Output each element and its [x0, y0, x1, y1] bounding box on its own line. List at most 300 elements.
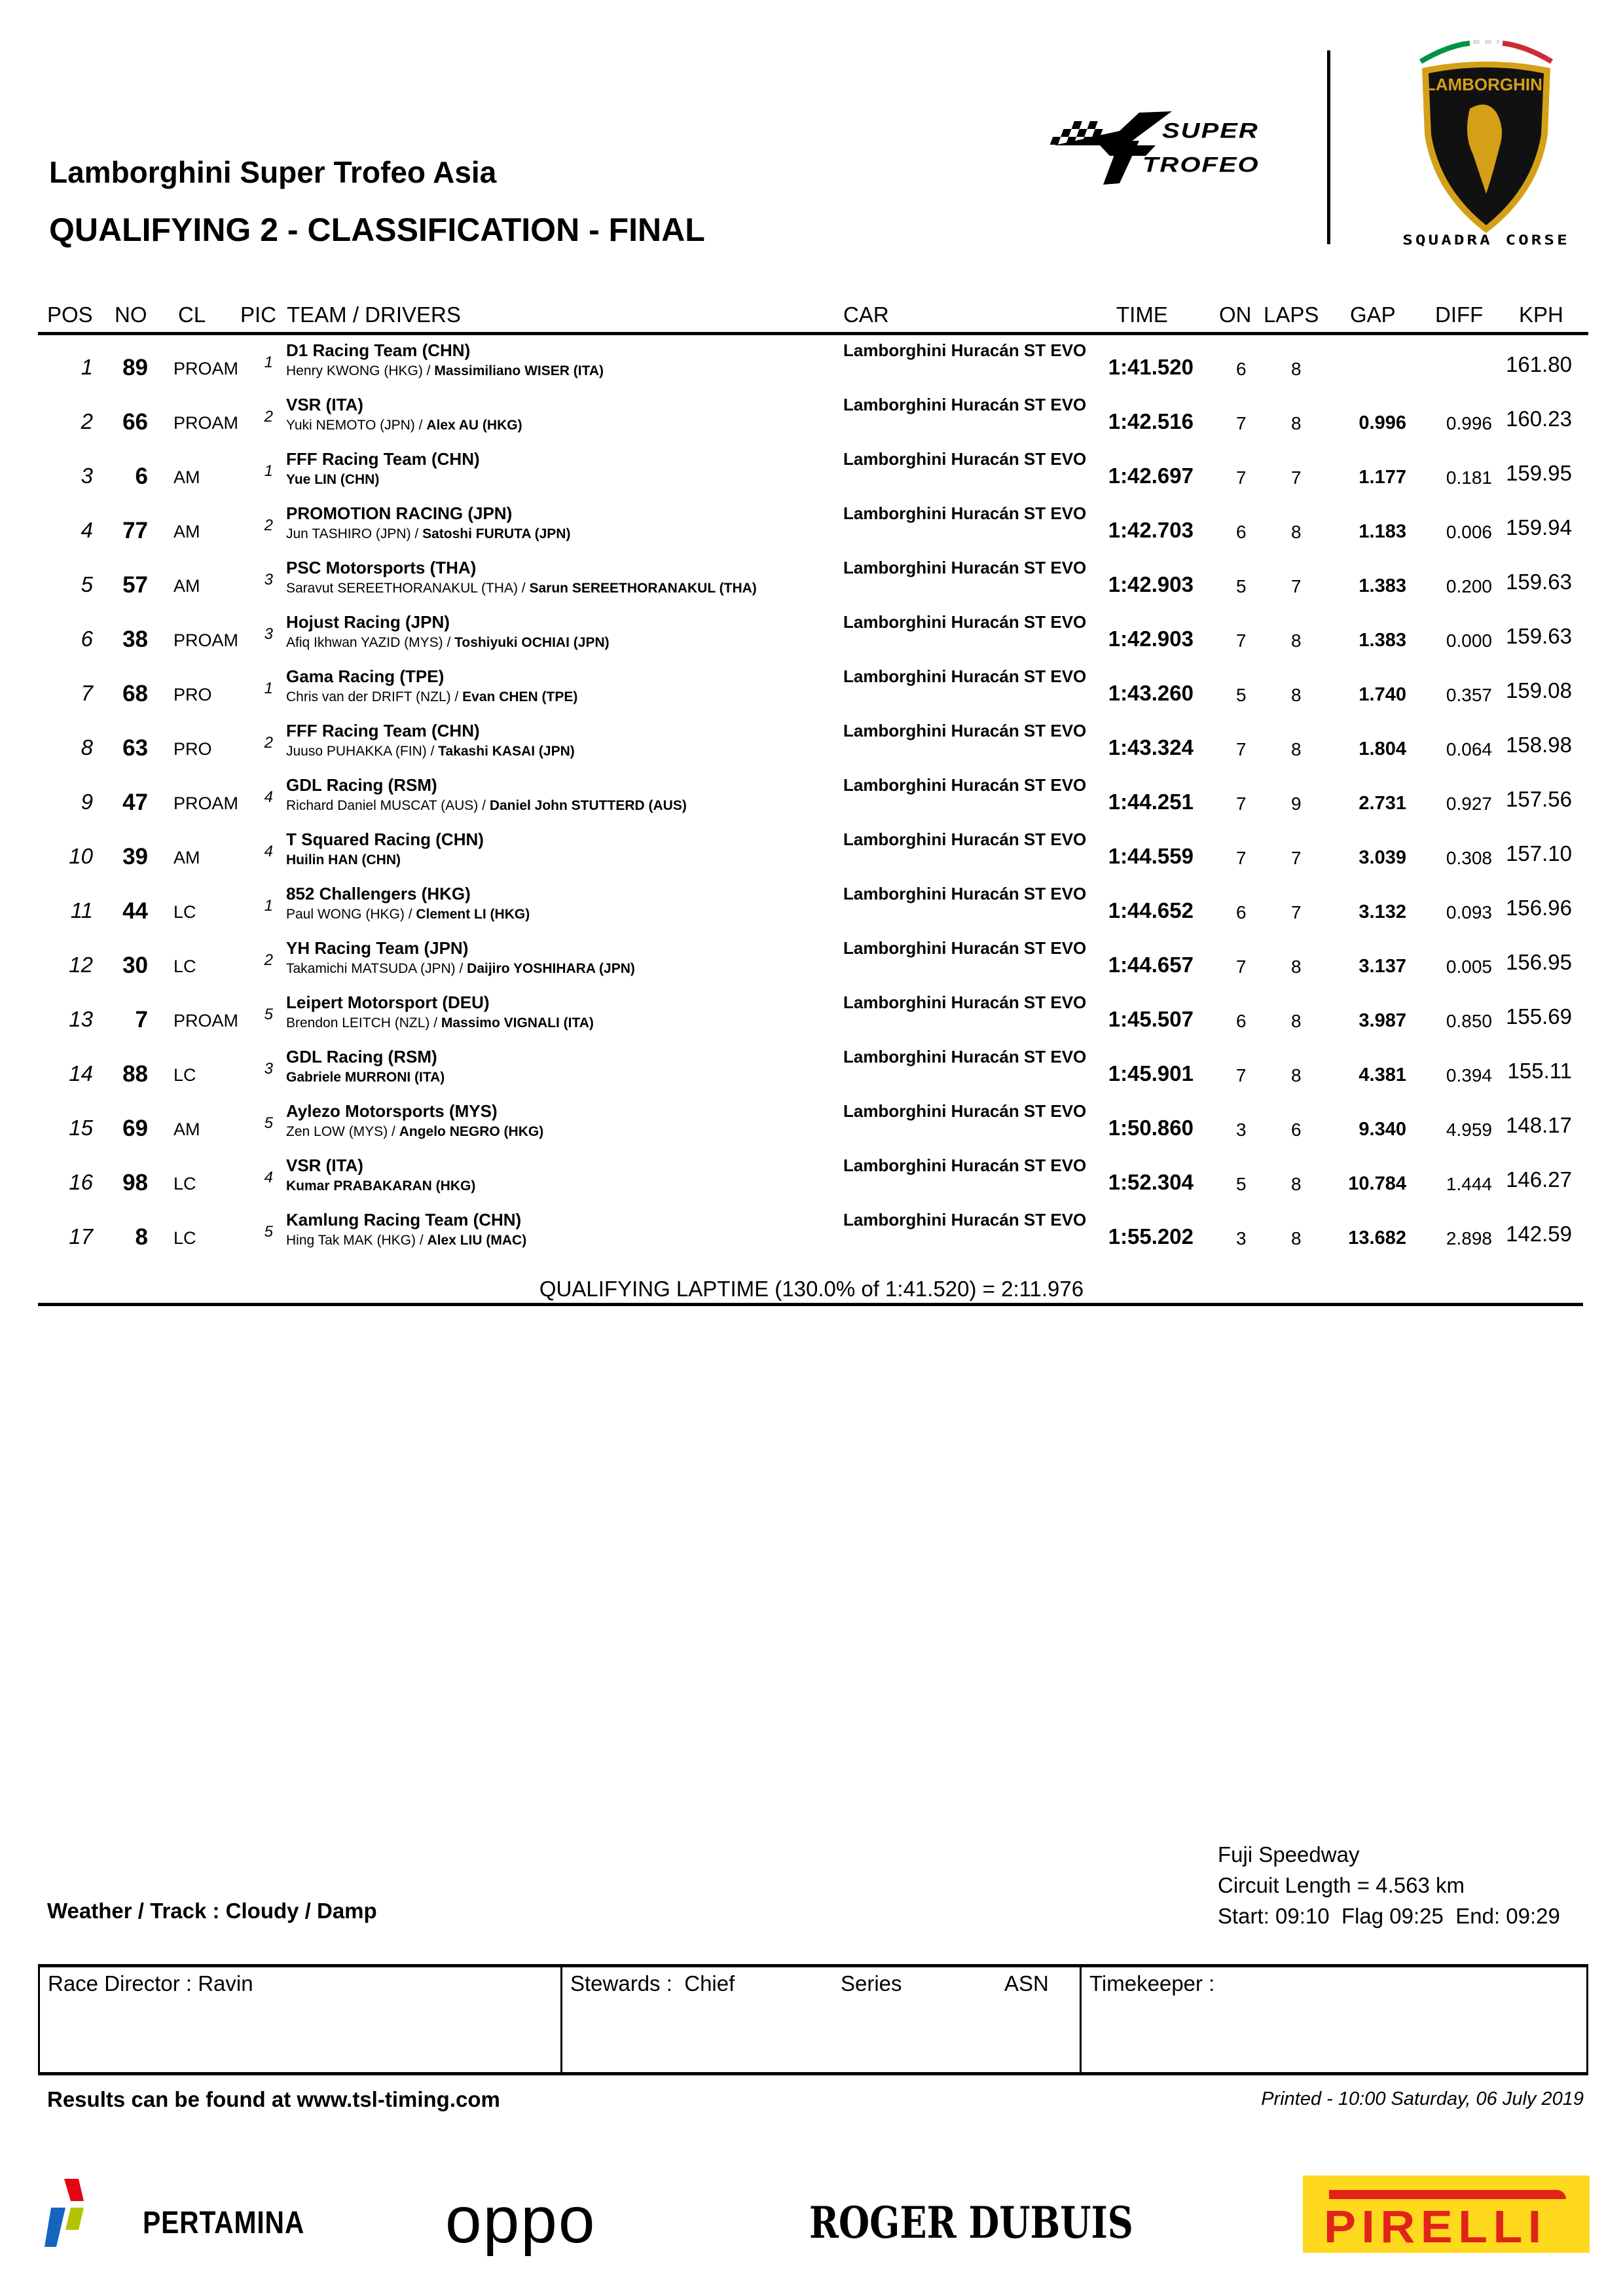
best-time: 1:41.520 [1108, 355, 1194, 379]
position: 8 [81, 735, 93, 759]
kph: 159.63 [1506, 624, 1572, 648]
squadra-corse-text: SQUADRA CORSE [1402, 232, 1570, 248]
diff: 0.006 [1446, 522, 1492, 542]
car-model: Lamborghini Huracán ST EVO [843, 884, 1087, 903]
driver-names [286, 472, 379, 488]
driver-2: Sarun SEREETHORANAKUL (THA) [529, 581, 757, 596]
checkered-flag-icon [1041, 105, 1283, 190]
diff: 1.444 [1446, 1174, 1492, 1194]
best-on-lap: 6 [1236, 1011, 1247, 1031]
kph: 158.98 [1506, 733, 1572, 757]
super-text: SUPER [1162, 119, 1259, 143]
driver-2: Yue LIN (CHN) [286, 472, 380, 487]
car-number: 69 [122, 1116, 148, 1141]
driver-separator: / [478, 798, 490, 813]
best-on-lap: 7 [1236, 1065, 1247, 1085]
best-time: 1:44.652 [1108, 898, 1194, 922]
class: LC [173, 902, 196, 922]
best-on-lap: 3 [1236, 1120, 1247, 1140]
car-model: Lamborghini Huracán ST EVO [843, 1101, 1087, 1121]
position-in-class: 4 [264, 788, 273, 806]
kph: 159.08 [1506, 678, 1572, 702]
driver-1: Juuso PUHAKKA (FIN) [286, 744, 427, 759]
class: PROAM [173, 413, 239, 433]
driver-names [286, 581, 757, 596]
team-name: FFF Racing Team (CHN) [286, 721, 480, 740]
laps: 8 [1291, 1174, 1302, 1194]
stewards-chief: Stewards : Chief [570, 1971, 735, 1995]
timekeeper-cell [1080, 1967, 1586, 2072]
team-name: PROMOTION RACING (JPN) [286, 503, 513, 523]
class: AM [173, 467, 200, 487]
laps: 8 [1291, 1011, 1302, 1031]
logo-divider [1327, 50, 1330, 244]
driver-separator: / [414, 418, 427, 433]
best-on-lap: 7 [1236, 413, 1247, 433]
table-row [0, 612, 1623, 666]
position: 4 [81, 518, 93, 542]
team-name: Kamlung Racing Team (CHN) [286, 1210, 522, 1230]
diff: 0.064 [1446, 739, 1492, 759]
position-in-class: 4 [264, 843, 273, 860]
class: LC [173, 1065, 196, 1085]
car-model: Lamborghini Huracán ST EVO [843, 938, 1087, 958]
oppo-wordmark: oppo [445, 2183, 596, 2257]
best-on-lap: 7 [1236, 467, 1247, 488]
diff: 0.005 [1446, 957, 1492, 977]
position-in-class: 2 [264, 517, 273, 534]
diff: 0.000 [1446, 630, 1492, 651]
driver-2: Alex AU (HKG) [426, 418, 522, 433]
diff: 0.394 [1446, 1065, 1492, 1085]
driver-2: Angelo NEGRO (HKG) [399, 1124, 544, 1139]
gap: 13.682 [1348, 1228, 1406, 1248]
team-name: Gama Racing (TPE) [286, 666, 445, 686]
table-row [0, 721, 1623, 775]
printed-timestamp: Printed - 10:00 Saturday, 06 July 2019 [1261, 2088, 1584, 2109]
team-name: D1 Racing Team (CHN) [286, 340, 471, 360]
gap: 0.996 [1359, 412, 1406, 433]
best-on-lap: 6 [1236, 522, 1247, 542]
car-number: 6 [135, 464, 148, 489]
kph: 161.80 [1506, 352, 1572, 376]
team-name: GDL Racing (RSM) [286, 775, 437, 795]
laps: 8 [1291, 1228, 1302, 1248]
class: LC [173, 1228, 196, 1248]
gap: 3.987 [1359, 1010, 1406, 1031]
gap: 1.183 [1359, 521, 1406, 542]
driver-1: Richard Daniel MUSCAT (AUS) [286, 798, 479, 813]
car-number: 89 [122, 355, 148, 380]
car-model: Lamborghini Huracán ST EVO [843, 612, 1087, 632]
col-head-no: NO [115, 302, 147, 327]
driver-separator: / [443, 635, 455, 650]
driver-names [286, 798, 687, 814]
table-row [0, 938, 1623, 993]
best-time: 1:50.860 [1108, 1116, 1194, 1140]
car-model: Lamborghini Huracán ST EVO [843, 721, 1087, 740]
driver-1: Paul WONG (HKG) [286, 907, 405, 922]
kph: 155.69 [1506, 1004, 1572, 1029]
col-head-gap: GAP [1350, 302, 1396, 327]
position: 17 [69, 1224, 93, 1248]
laps: 7 [1291, 576, 1302, 596]
team-name: GDL Racing (RSM) [286, 1047, 437, 1066]
pertamina-arrow-icon [45, 2179, 117, 2251]
driver-2: Huilin HAN (CHN) [286, 852, 401, 867]
driver-separator: / [410, 526, 423, 541]
kph: 157.56 [1506, 787, 1572, 811]
driver-names [286, 526, 570, 542]
class: PROAM [173, 793, 239, 813]
shield-wordmark: LAMBORGHINI [1425, 75, 1548, 94]
table-row [0, 829, 1623, 884]
car-number: 98 [122, 1170, 148, 1195]
best-time: 1:52.304 [1108, 1170, 1194, 1194]
gap: 1.177 [1359, 467, 1406, 488]
position-in-class: 3 [264, 625, 273, 643]
position: 11 [70, 898, 93, 922]
col-head-team-drivers: TEAM / DRIVERS [287, 302, 461, 327]
car-model: Lamborghini Huracán ST EVO [843, 993, 1087, 1012]
best-on-lap: 3 [1236, 1228, 1247, 1248]
position: 16 [69, 1170, 93, 1194]
driver-names [286, 961, 635, 977]
car-model: Lamborghini Huracán ST EVO [843, 558, 1087, 577]
session-title: QUALIFYING 2 - CLASSIFICATION - FINAL [49, 211, 705, 248]
gap: 3.132 [1359, 902, 1406, 922]
driver-1: Brendon LEITCH (NZL) [286, 1015, 430, 1030]
sponsor-roger-dubuis [809, 2197, 1189, 2250]
driver-names [286, 852, 401, 868]
diff: 0.357 [1446, 685, 1492, 705]
class: PROAM [173, 1011, 239, 1030]
position-in-class: 1 [264, 462, 273, 480]
driver-2: Takashi KASAI (JPN) [438, 744, 575, 759]
stewards-asn: ASN [1004, 1971, 1049, 1995]
car-number: 66 [122, 409, 148, 435]
car-number: 7 [135, 1007, 148, 1032]
table-bottom-rule [38, 1303, 1583, 1306]
driver-2: Clement LI (HKG) [416, 907, 530, 922]
best-on-lap: 7 [1236, 957, 1247, 977]
gap: 3.137 [1359, 956, 1406, 977]
lamborghini-bull-shield-icon [1408, 37, 1565, 240]
laps: 8 [1291, 685, 1302, 705]
best-time: 1:42.703 [1108, 518, 1194, 542]
kph: 159.94 [1506, 515, 1572, 539]
venue-name: Fuji Speedway [1218, 1842, 1360, 1867]
qualifying-laptime: QUALIFYING LAPTIME (130.0% of 1:41.520) = 2:11.976 [539, 1277, 1084, 1301]
best-on-lap: 7 [1236, 848, 1247, 868]
gap: 1.383 [1359, 630, 1406, 651]
car-number: 39 [122, 844, 148, 869]
sponsor-oppo [445, 2183, 681, 2257]
diff: 0.308 [1446, 848, 1492, 868]
driver-2: Kumar PRABAKARAN (HKG) [286, 1178, 476, 1194]
gap: 4.381 [1359, 1065, 1406, 1085]
best-time: 1:44.657 [1108, 953, 1194, 977]
car-model: Lamborghini Huracán ST EVO [843, 1156, 1087, 1175]
laps: 7 [1291, 902, 1302, 922]
best-on-lap: 5 [1236, 1174, 1247, 1194]
table-row [0, 395, 1623, 449]
kph: 156.95 [1506, 950, 1572, 974]
driver-2: Massimo VIGNALI (ITA) [441, 1015, 594, 1030]
table-row [0, 1156, 1623, 1210]
position-in-class: 1 [264, 680, 273, 697]
driver-names [286, 907, 530, 922]
trofeo-text: TROFEO [1142, 153, 1260, 177]
kph: 159.95 [1506, 461, 1572, 485]
col-head-on: ON [1219, 302, 1252, 327]
car-model: Lamborghini Huracán ST EVO [843, 1210, 1087, 1230]
best-time: 1:45.507 [1108, 1007, 1194, 1031]
driver-names [286, 1124, 543, 1140]
team-name: VSR (ITA) [286, 395, 363, 414]
driver-names [286, 1070, 445, 1085]
best-time: 1:44.559 [1108, 844, 1194, 868]
col-head-pos: POS [47, 302, 93, 327]
diff: 0.850 [1446, 1011, 1492, 1031]
gap: 10.784 [1348, 1173, 1406, 1194]
driver-2: Alex LIU (MAC) [427, 1233, 527, 1248]
timekeeper: Timekeeper : [1089, 1971, 1215, 1995]
col-head-car: CAR [843, 302, 889, 327]
class: AM [173, 576, 200, 596]
gap: 1.740 [1359, 684, 1406, 705]
diff: 0.927 [1446, 793, 1492, 814]
driver-1: Saravut SEREETHORANAKUL (THA) [286, 581, 518, 596]
driver-separator: / [416, 1233, 428, 1248]
diff: 0.200 [1446, 576, 1492, 596]
sponsor-pirelli [1303, 2176, 1590, 2253]
diff: 0.181 [1446, 467, 1492, 488]
driver-2: Evan CHEN (TPE) [462, 689, 578, 704]
team-name: T Squared Racing (CHN) [286, 829, 484, 849]
position-in-class: 5 [264, 1223, 273, 1241]
car-number: 88 [122, 1061, 148, 1087]
table-row [0, 884, 1623, 938]
table-row [0, 558, 1623, 612]
car-number: 44 [122, 898, 148, 924]
series-title: Lamborghini Super Trofeo Asia [49, 155, 497, 189]
car-model: Lamborghini Huracán ST EVO [843, 449, 1087, 469]
class: LC [173, 957, 196, 976]
position-in-class: 1 [264, 354, 273, 371]
laps: 6 [1291, 1120, 1302, 1140]
driver-names [286, 689, 577, 705]
weather-track: Weather / Track : Cloudy / Damp [47, 1899, 377, 1923]
circuit-length: Circuit Length = 4.563 km [1218, 1873, 1465, 1897]
driver-2: Massimiliano WISER (ITA) [434, 363, 604, 378]
position: 6 [81, 627, 93, 651]
kph: 157.10 [1506, 841, 1572, 866]
driver-separator: / [388, 1124, 399, 1139]
team-name: VSR (ITA) [286, 1156, 363, 1175]
driver-2: Satoshi FURUTA (JPN) [422, 526, 571, 541]
race-director-cell [40, 1967, 560, 2072]
class: LC [173, 1174, 196, 1194]
best-time: 1:42.516 [1108, 409, 1194, 433]
driver-1: Zen LOW (MYS) [286, 1124, 388, 1139]
best-time: 1:55.202 [1108, 1224, 1194, 1248]
car-model: Lamborghini Huracán ST EVO [843, 775, 1087, 795]
gap: 1.383 [1359, 575, 1406, 596]
laps: 8 [1291, 739, 1302, 759]
car-number: 30 [122, 953, 148, 978]
table-row [0, 775, 1623, 829]
team-name: 852 Challengers (HKG) [286, 884, 471, 903]
best-time: 1:42.903 [1108, 627, 1194, 651]
class: PRO [173, 685, 212, 704]
car-model: Lamborghini Huracán ST EVO [843, 1047, 1087, 1066]
position: 5 [81, 572, 93, 596]
gap: 3.039 [1359, 847, 1406, 868]
driver-names [286, 635, 610, 651]
team-name: Leipert Motorsport (DEU) [286, 993, 490, 1012]
best-time: 1:42.903 [1108, 572, 1194, 596]
class: AM [173, 1120, 200, 1139]
car-model: Lamborghini Huracán ST EVO [843, 503, 1087, 523]
table-row [0, 1210, 1623, 1264]
car-number: 77 [122, 518, 148, 543]
driver-2: Toshiyuki OCHIAI (JPN) [454, 635, 610, 650]
driver-1: Henry KWONG (HKG) [286, 363, 423, 378]
table-row [0, 449, 1623, 503]
driver-names [286, 1233, 526, 1248]
position-in-class: 3 [264, 1060, 273, 1078]
driver-1: Hing Tak MAK (HKG) [286, 1233, 416, 1248]
driver-2: Gabriele MURRONI (ITA) [286, 1070, 445, 1085]
col-head-kph: KPH [1519, 302, 1563, 327]
table-row [0, 1047, 1623, 1101]
laps: 9 [1291, 793, 1302, 814]
car-model: Lamborghini Huracán ST EVO [843, 340, 1087, 360]
lamborghini-shield-logo [1408, 37, 1565, 240]
class: PROAM [173, 630, 239, 650]
kph: 159.63 [1506, 570, 1572, 594]
header-rule [38, 332, 1588, 335]
position: 12 [69, 953, 93, 977]
kph: 148.17 [1506, 1113, 1572, 1137]
team-name: YH Racing Team (JPN) [286, 938, 469, 958]
table-row [0, 666, 1623, 721]
driver-separator: / [426, 744, 439, 759]
class: AM [173, 848, 200, 867]
driver-names [286, 1015, 594, 1031]
pertamina-wordmark: PERTAMINA [143, 2206, 305, 2240]
best-time: 1:42.697 [1108, 464, 1194, 488]
kph: 160.23 [1506, 407, 1572, 431]
kph: 155.11 [1507, 1059, 1572, 1083]
position-in-class: 5 [264, 1114, 273, 1132]
laps: 7 [1291, 467, 1302, 488]
results-link[interactable]: Results can be found at www.tsl-timing.com [47, 2087, 500, 2111]
driver-2: Daijiro YOSHIHARA (JPN) [467, 961, 635, 976]
driver-separator: / [429, 1015, 441, 1030]
stewards-series: Series [841, 1971, 902, 1995]
laps: 8 [1291, 957, 1302, 977]
best-time: 1:43.260 [1108, 681, 1194, 705]
laps: 8 [1291, 359, 1302, 379]
laps: 8 [1291, 413, 1302, 433]
car-number: 68 [122, 681, 148, 706]
kph: 146.27 [1506, 1167, 1572, 1192]
kph: 142.59 [1506, 1222, 1572, 1246]
position: 1 [81, 355, 93, 379]
col-head-cl: CL [178, 302, 206, 327]
best-on-lap: 5 [1236, 576, 1247, 596]
car-model: Lamborghini Huracán ST EVO [843, 829, 1087, 849]
super-trofeo-logo [1041, 105, 1283, 190]
driver-separator: / [450, 689, 463, 704]
gap: 2.731 [1359, 793, 1406, 814]
class: PROAM [173, 359, 239, 378]
position-in-class: 3 [264, 571, 273, 589]
driver-separator: / [422, 363, 435, 378]
officials-box [38, 1964, 1588, 2075]
position-in-class: 2 [264, 734, 273, 752]
gap: 1.804 [1359, 738, 1406, 759]
driver-names [286, 418, 522, 433]
best-on-lap: 6 [1236, 902, 1247, 922]
laps: 8 [1291, 1065, 1302, 1085]
best-on-lap: 7 [1236, 739, 1247, 759]
roger-dubuis-wordmark: ROGER DUBUIS [809, 2197, 1133, 2248]
driver-separator: / [517, 581, 530, 596]
driver-separator: / [455, 961, 467, 976]
race-director: Race Director : Ravin [48, 1971, 253, 1995]
table-row [0, 993, 1623, 1047]
col-head-time: TIME [1116, 302, 1168, 327]
team-name: FFF Racing Team (CHN) [286, 449, 480, 469]
position: 9 [81, 790, 93, 814]
team-name: Hojust Racing (JPN) [286, 612, 450, 632]
class: AM [173, 522, 200, 541]
car-number: 63 [122, 735, 148, 761]
driver-names [286, 744, 575, 759]
position: 7 [81, 681, 93, 705]
position: 15 [69, 1116, 93, 1140]
best-time: 1:43.324 [1108, 735, 1194, 759]
laps: 8 [1291, 522, 1302, 542]
team-name: PSC Motorsports (THA) [286, 558, 477, 577]
best-on-lap: 5 [1236, 685, 1247, 705]
laps: 7 [1291, 848, 1302, 868]
laps: 8 [1291, 630, 1302, 651]
best-on-lap: 7 [1236, 630, 1247, 651]
position-in-class: 2 [264, 408, 273, 426]
diff: 2.898 [1446, 1228, 1492, 1248]
driver-1: Chris van der DRIFT (NZL) [286, 689, 451, 704]
col-head-laps: LAPS [1264, 302, 1319, 327]
best-time: 1:44.251 [1108, 790, 1194, 814]
diff: 0.996 [1446, 413, 1492, 433]
driver-1: Afiq Ikhwan YAZID (MYS) [286, 635, 443, 650]
driver-1: Jun TASHIRO (JPN) [286, 526, 411, 541]
car-number: 38 [122, 627, 148, 652]
position-in-class: 4 [264, 1169, 273, 1186]
pirelli-wordmark: PIRELLI [1324, 2201, 1547, 2252]
table-row [0, 340, 1623, 395]
driver-1: Yuki NEMOTO (JPN) [286, 418, 415, 433]
position: 10 [69, 844, 93, 868]
table-row [0, 1101, 1623, 1156]
gap: 9.340 [1359, 1119, 1406, 1140]
car-model: Lamborghini Huracán ST EVO [843, 666, 1087, 686]
car-number: 8 [135, 1224, 148, 1250]
